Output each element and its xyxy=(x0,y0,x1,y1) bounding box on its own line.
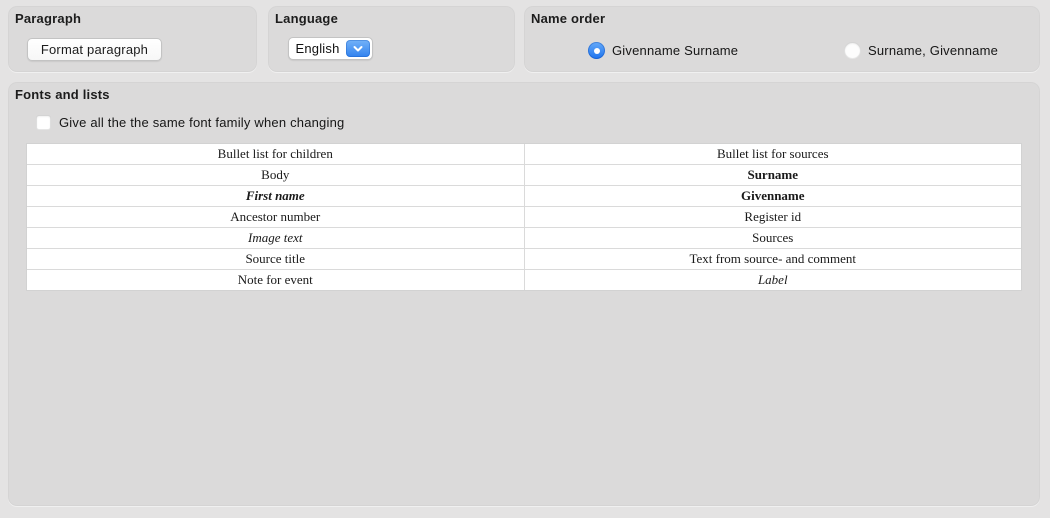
radio-button-icon[interactable] xyxy=(588,42,605,59)
fonts-and-lists-group xyxy=(8,82,1040,506)
name-order-group xyxy=(524,6,1040,72)
checkbox-icon[interactable] xyxy=(36,115,51,130)
radio-label: Surname, Givenname xyxy=(868,43,999,58)
font-style-cell-right[interactable]: Text from source- and comment xyxy=(689,251,857,266)
font-style-cell-right[interactable]: Label xyxy=(757,272,788,287)
table-row xyxy=(27,228,1021,249)
same-font-family-checkbox[interactable] xyxy=(36,115,344,130)
fonts-and-lists-group-title: Fonts and lists xyxy=(15,87,110,102)
language-select[interactable] xyxy=(288,37,373,60)
radio-button-icon[interactable] xyxy=(844,42,861,59)
chevron-down-icon[interactable] xyxy=(346,40,370,57)
format-paragraph-button[interactable]: Format paragraph xyxy=(27,38,162,61)
radio-givenname-surname[interactable] xyxy=(588,42,738,59)
font-style-cell-right[interactable]: Register id xyxy=(744,209,802,224)
font-style-cell-left[interactable]: Source title xyxy=(27,249,525,269)
radio-surname-givenname[interactable] xyxy=(844,42,998,59)
paragraph-group xyxy=(8,6,257,72)
table-row xyxy=(27,165,1021,186)
font-style-cell-left[interactable]: Bullet list for children xyxy=(27,144,525,164)
font-style-cell-right[interactable]: Bullet list for sources xyxy=(716,146,829,161)
language-group-title: Language xyxy=(275,11,338,26)
radio-label: Givenname Surname xyxy=(612,43,739,58)
font-style-cell-right[interactable]: Surname xyxy=(747,167,799,182)
font-style-cell-left[interactable]: Image text xyxy=(27,228,525,248)
table-row xyxy=(27,207,1021,228)
table-row xyxy=(27,186,1021,207)
font-style-cell-left[interactable]: Body xyxy=(27,165,525,185)
font-style-cell-right[interactable]: Givenname xyxy=(740,188,805,203)
checkbox-label: Give all the the same font family when changing xyxy=(59,115,345,130)
paragraph-group-title: Paragraph xyxy=(15,11,82,26)
language-selected-value: English xyxy=(295,41,340,56)
font-style-cell-left[interactable]: First name xyxy=(27,186,525,206)
table-row xyxy=(27,144,1021,165)
font-style-cell-right[interactable]: Sources xyxy=(752,230,794,245)
table-row xyxy=(27,249,1021,270)
fonts-table xyxy=(26,143,1022,291)
table-row xyxy=(27,270,1021,290)
font-style-cell-left[interactable]: Note for event xyxy=(27,270,525,290)
font-style-cell-left[interactable]: Ancestor number xyxy=(27,207,525,227)
name-order-group-title: Name order xyxy=(531,11,606,26)
language-group xyxy=(268,6,515,72)
